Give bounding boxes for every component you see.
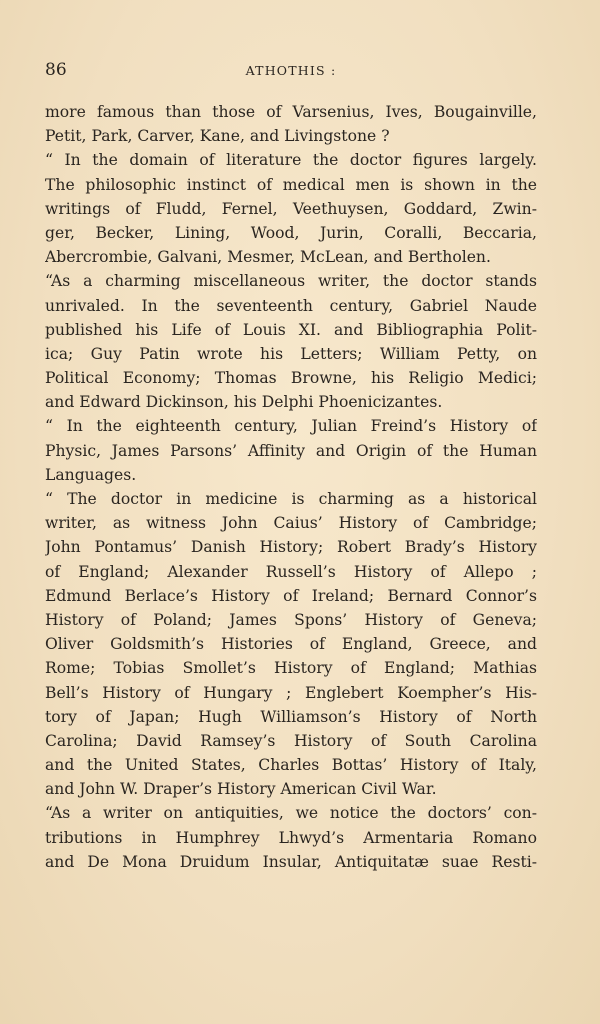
page-number: 86 (45, 60, 67, 80)
text-line: “ In the eighteenth century, Julian Freind’s History of (45, 417, 537, 436)
text-line: writer, as witness John Caius’ History of Cambridge; (45, 514, 537, 533)
text-line: “As a charming miscellaneous writer, the doctor stands (45, 272, 537, 291)
text-line: Physic, James Parsons’ Affinity and Origin of the Human (45, 441, 537, 460)
text-line: “As a writer on antiquities, we notice the doctors’ con- (45, 804, 537, 823)
text-line: ica; Guy Patin wrote his Letters; William Petty, on (45, 344, 537, 363)
text-line: Petit, Park, Carver, Kane, and Livingstone ? (45, 127, 390, 146)
text-line: The philosophic instinct of medical men is shown in the (45, 175, 537, 194)
text-line: Rome; Tobias Smollet’s History of England; Mathias (45, 659, 537, 678)
text-line: Abercrombie, Galvani, Mesmer, McLean, and Bertholen. (45, 248, 491, 267)
text-line: and the United States, Charles Bottas’ History of Italy, (45, 756, 537, 775)
text-line: Edmund Berlace’s History of Ireland; Bernard Connor’s (45, 586, 537, 605)
body-text (45, 100, 537, 874)
text-line: writings of Fludd, Fernel, Veethuysen, Goddard, Zwin- (45, 199, 537, 218)
text-line: Oliver Goldsmith’s Histories of England, Greece, and (45, 635, 537, 654)
text-line: more famous than those of Varsenius, Ives, Bougainville, (45, 103, 537, 121)
text-line: Carolina; David Ramsey’s History of South Carolina (45, 731, 537, 750)
text-line: Languages. (45, 465, 137, 484)
text-line: and De Mona Druidum Insular, Antiquitatæ suae Resti- (45, 852, 537, 871)
text-line: Political Economy; Thomas Browne, his Religio Medici; (45, 369, 537, 388)
text-line: and Edward Dickinson, his Delphi Phoenicizantes. (45, 393, 443, 412)
text-line: published his Life of Louis XI. and Bibliographia Polit- (45, 320, 537, 339)
text-line: John Pontamus’ Danish History; Robert Brady’s History (45, 538, 537, 557)
text-line: History of Poland; James Spons’ History of Geneva; (45, 610, 537, 629)
text-line: “ In the domain of literature the doctor figures largely. (45, 151, 537, 170)
text-line: tory of Japan; Hugh Williamson’s History of North (45, 707, 537, 726)
text-line: of England; Alexander Russell’s History of Allepo ; (45, 562, 537, 581)
text-line: tributions in Humphrey Lhwyd’s Armentaria Romano (45, 828, 537, 847)
text-line: unrivaled. In the seventeenth century, Gabriel Naude (45, 296, 537, 315)
page-header (45, 60, 537, 86)
text-line: and John W. Draper’s History American Civil War. (45, 780, 437, 799)
text-line: Bell’s History of Hungary ; Englebert Koempher’s His- (45, 683, 537, 702)
text-line: ger, Becker, Lining, Wood, Jurin, Coralli, Beccaria, (45, 223, 537, 242)
text-line: “ The doctor in medicine is charming as a historical (45, 490, 537, 508)
running-head: ATHOTHIS : (245, 63, 337, 78)
